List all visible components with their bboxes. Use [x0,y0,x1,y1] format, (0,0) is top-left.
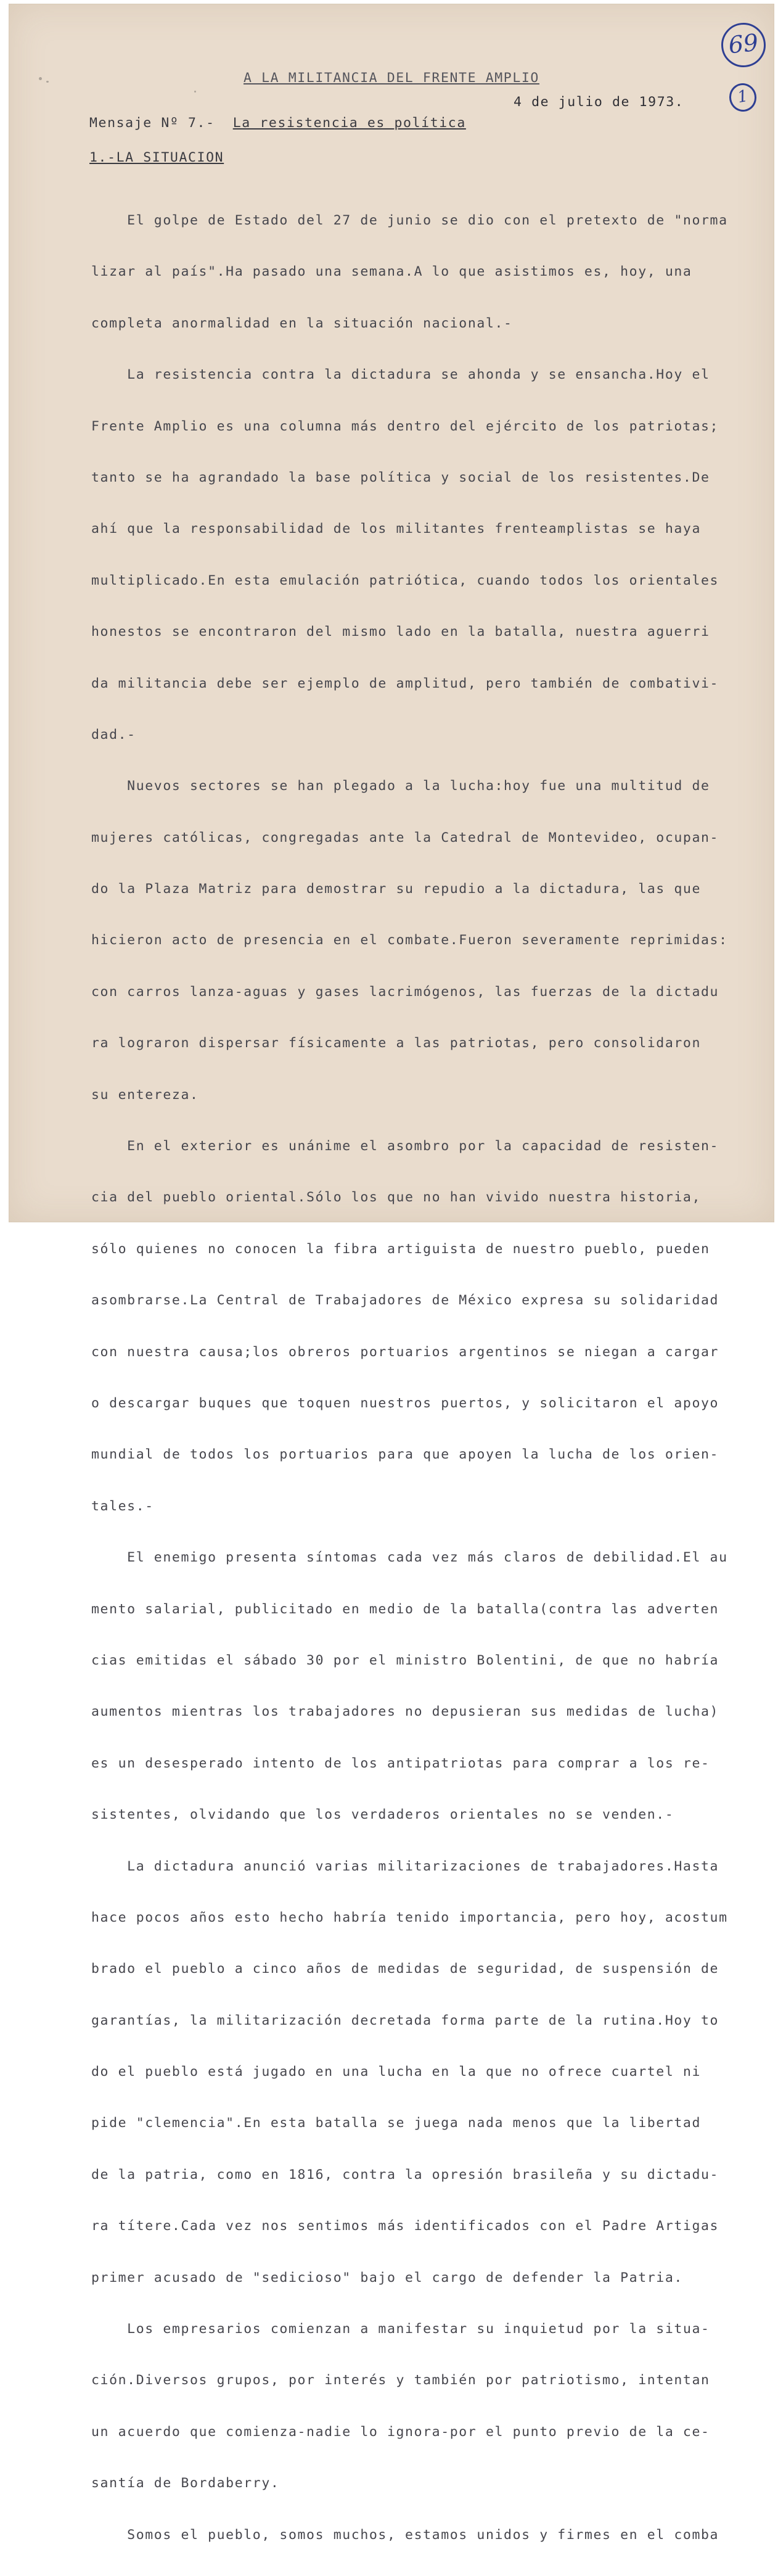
text-line: Nuevos sectores se han plegado a la lucha:hoy fue una multitud de [91,778,710,794]
text-line: pide "clemencia".En esta batalla se juega nada menos que la libertad [91,2115,701,2131]
text-line: ahí que la responsabilidad de los militantes frenteamplistas se haya [91,521,701,537]
document-page [9,4,774,2543]
text-line: cias emitidas el sábado 30 por el ministro Bolentini, de que no habría [91,1652,719,1668]
text-line: asombrarse.La Central de Trabajadores de México expresa su solidaridad [91,1293,719,1309]
body-text [91,179,728,2576]
text-line: dad.- [91,726,136,743]
text-line: un acuerdo que comienza-nadie lo ignora-por el punto previo de la ce- [91,2424,710,2440]
text-line: aumentos mientras los trabajadores no depusieran sus medidas de lucha) [91,1704,719,1720]
ink-spot [46,81,49,83]
text-line: La resistencia contra la dictadura se ahonda y se ensancha.Hoy el [91,367,710,383]
page-number-stamp: 69 [719,20,768,69]
text-line: Frente Amplio es una columna más dentro del ejército de los patriotas; [91,418,719,434]
text-line: su entereza. [91,1087,199,1103]
text-line: ción.Diversos grupos, por interés y también por patriotismo, intentan [91,2372,710,2389]
ink-spot [194,91,196,93]
message-number: Mensaje Nº 7.- [89,115,215,131]
text-line: hace pocos años esto hecho habría tenido importancia, pero hoy, acostum [91,1909,728,1925]
text-line: da militancia debe ser ejemplo de amplitud, pero también de combativi- [91,675,719,691]
text-line: honestos se encontraron del mismo lado en la batalla, nuestra aguerri [91,624,710,640]
text-line: con carros lanza-aguas y gases lacrimógenos, las fuerzas de la dictadu [91,984,719,1000]
text-line: completa anormalidad en la situación nacional.- [91,315,513,331]
text-line: es un desesperado intento de los antipatriotas para comprar a los re- [91,1755,710,1771]
text-line: Somos el pueblo, somos muchos, estamos unidos y firmes en el comba [91,2527,719,2543]
text-line: La dictadura anunció varias militarizaciones de trabajadores.Hasta [91,1858,719,1874]
text-line: tanto se ha agrandado la base política y social de los resistentes.De [91,469,710,485]
text-line: mento salarial, publicitado en medio de la batalla(contra las adverten [91,1601,719,1617]
text-line: ra títere.Cada vez nos sentimos más identificados con el Padre Artigas [91,2218,719,2234]
text-line: primer acusado de "sedicioso" bajo el cargo de defender la Patria. [91,2269,683,2286]
text-line: lizar al país".Ha pasado una semana.A lo que asistimos es, hoy, una [91,264,692,280]
ink-spot [39,77,42,80]
text-line: mundial de todos los portuarios para que apoyen la lucha de los orien- [91,1447,719,1463]
text-line: cia del pueblo oriental.Sólo los que no han vivido nuestra historia, [91,1190,701,1206]
text-line: mujeres católicas, congregadas ante la Catedral de Montevideo, ocupan- [91,829,719,846]
text-line: con nuestra causa;los obreros portuarios argentinos se niegan a cargar [91,1344,719,1360]
text-line: El enemigo presenta síntomas cada vez más claros de debilidad.El au [91,1550,728,1566]
text-line: ra lograron dispersar físicamente a las patriotas, pero consolidaron [91,1035,701,1051]
text-line: garantías, la militarización decretada forma parte de la rutina.Hoy to [91,2012,719,2028]
sheet-number-stamp: 1 [727,81,758,114]
message-header [89,115,466,131]
text-line: sólo quienes no conocen la fibra artiguista de nuestro pueblo, pueden [91,1241,710,1257]
document-date: 4 de julio de 1973. [514,94,684,110]
text-line: brado el pueblo a cinco años de medidas de seguridad, de suspensión de [91,1961,719,1977]
message-title: La resistencia es política [232,115,466,131]
text-line: hicieron acto de presencia en el combate.Fueron severamente reprimidas: [91,932,728,949]
text-line: santía de Bordaberry. [91,2475,280,2492]
text-line: tales.- [91,1498,154,1514]
text-line: En el exterior es unánime el asombro por la capacidad de resisten- [91,1138,719,1154]
text-line: El golpe de Estado del 27 de junio se dio con el pretexto de "norma [91,213,728,228]
text-line: do el pueblo está jugado en una lucha en la que no ofrece cuartel ni [91,2064,701,2080]
document-heading: A LA MILITANCIA DEL FRENTE AMPLIO [244,70,539,86]
text-line: o descargar buques que toquen nuestros puertos, y solicitaron el apoyo [91,1395,719,1411]
section-title: 1.-LA SITUACION [89,150,224,165]
text-line: de la patria, como en 1816, contra la opresión brasileña y su dictadu- [91,2167,719,2183]
text-line: do la Plaza Matriz para demostrar su repudio a la dictadura, las que [91,881,701,897]
text-line: multiplicado.En esta emulación patriótica, cuando todos los orientales [91,572,719,588]
text-line: sistentes, olvidando que los verdaderos orientales no se venden.- [91,1807,674,1823]
text-line: Los empresarios comienzan a manifestar su inquietud por la situa- [91,2321,710,2337]
